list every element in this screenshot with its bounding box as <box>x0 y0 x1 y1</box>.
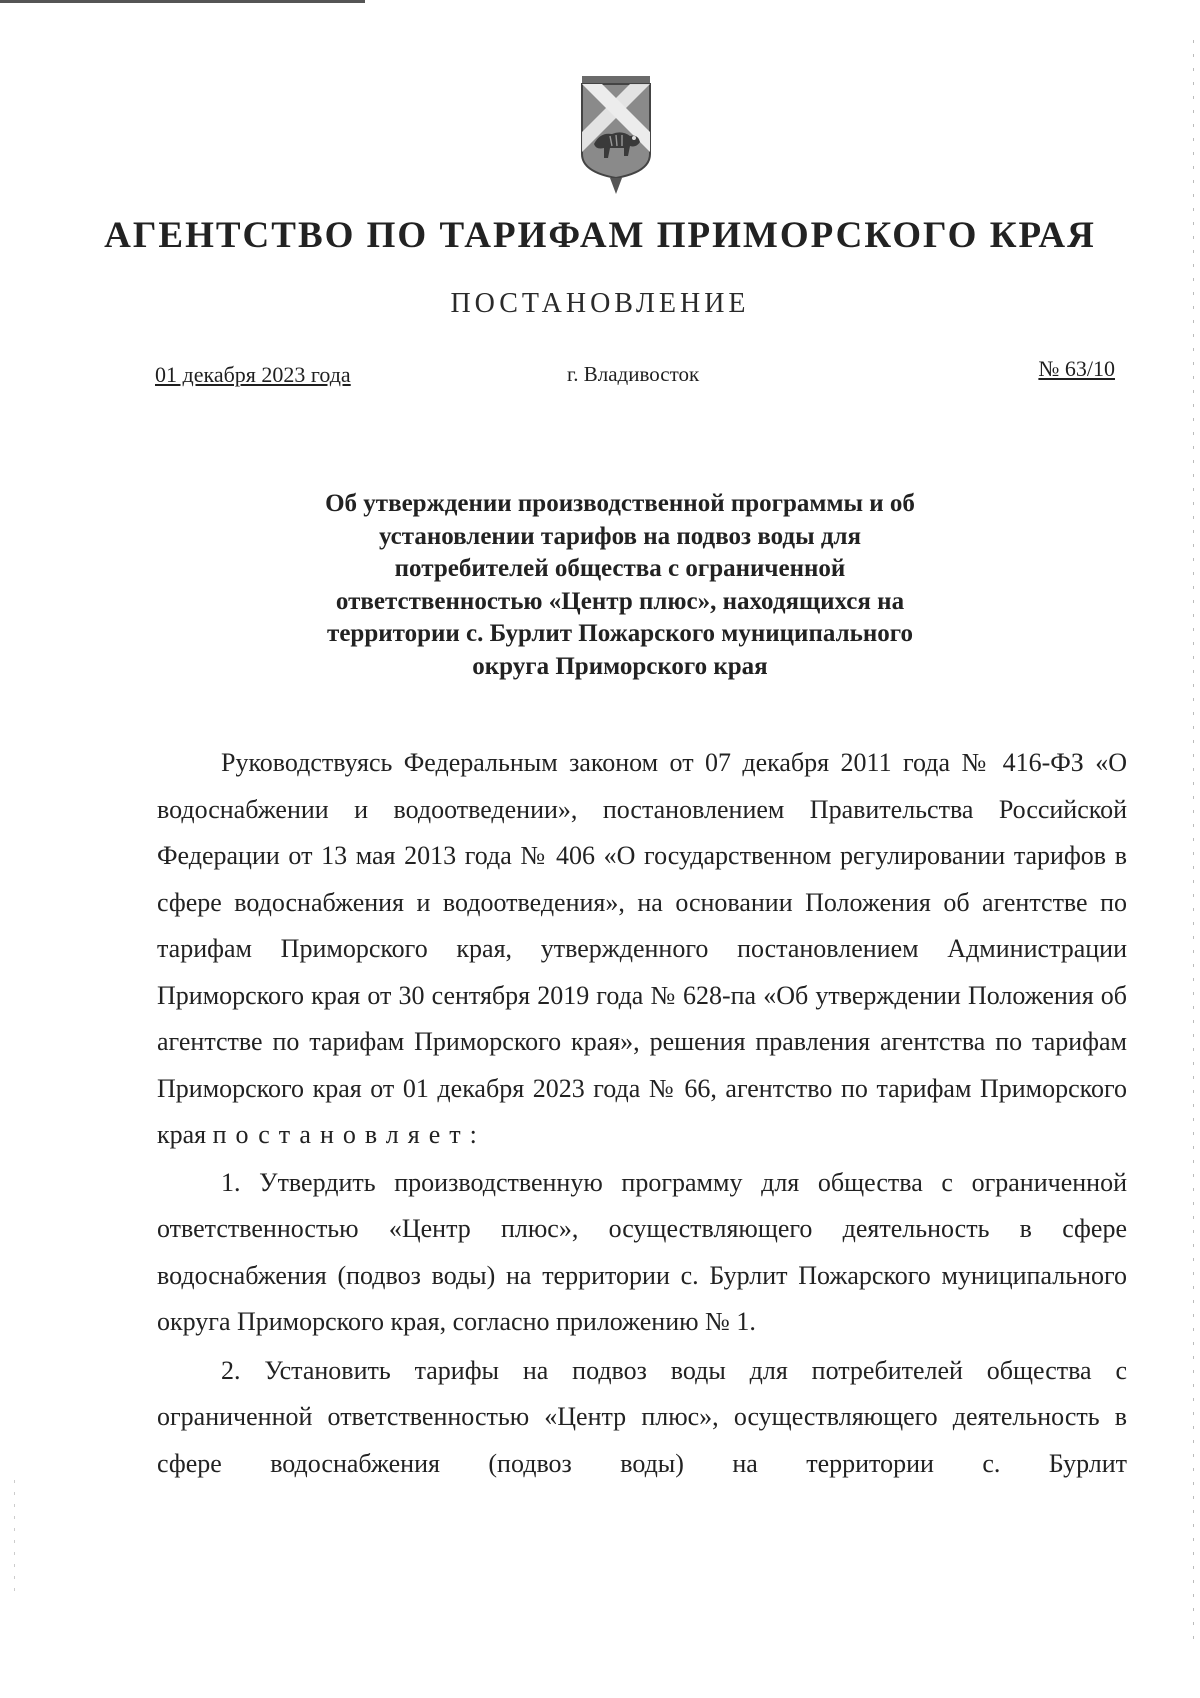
document-meta <box>155 356 1115 396</box>
document-body <box>157 740 1127 1487</box>
document-date: 01 декабря 2023 года <box>155 362 351 387</box>
document-city: г. Владивосток <box>567 362 700 386</box>
coat-of-arms-icon <box>580 74 652 196</box>
item-1-paragraph: 1. Утвердить производственную программу для общества с ограниченной ответственностью «Центр плюс», осуществляющего деятельность в сфере водоснабжения (подвоз воды) на территории с. Бурлит Пожарского муниципального округа Приморского края, согласно приложению № 1. <box>157 1167 1127 1336</box>
item-2-paragraph: 2. Установить тарифы на подвоз воды для потребителей общества с ограниченной ответственностью «Центр плюс», осуществляющего деятельность в сфере водоснабжения (подвоз воды) на территории с. Бурлит <box>157 1355 1127 1478</box>
document-subject: Об утверждении производственной программы и об установлении тарифов на подвоз воды для потребителей общества с ограниченной ответственностью «Центр плюс», находящихся на территории с. Бурлит Пожарского муниципального округа Приморского края <box>325 490 915 680</box>
document-type: ПОСТАНОВЛЕНИЕ <box>450 288 750 319</box>
document-number: № 63/10 <box>1038 356 1115 381</box>
scan-edge-left <box>14 1480 15 1600</box>
preamble-text: Руководствуясь Федеральным законом от 07 декабря 2011 года № 416-ФЗ «О водоснабжении и водоотведении», постановлением Правительства Российской Федерации от 13 мая 2013 года № 406 «О государственном регулировании тарифов в сфере водоснабжения и водоотведения», на основании Положения об агентстве по тарифам Приморского края, утвержденного постановлением Администрации Приморского края от 30 сентября 2019 года № 628-па «Об утверждении Положения об агентстве по тарифам Приморского края», решения правления агентства по тарифам Приморского края от 01 декабря 2023 года № 66, агентство по тарифам Приморского края <box>157 748 1127 1149</box>
scan-edge-right <box>1193 40 1194 1640</box>
agency-title: АГЕНТСТВО ПО ТАРИФАМ ПРИМОРСКОГО КРАЯ <box>104 215 1096 256</box>
scan-edge-top <box>0 0 365 3</box>
decree-word: постановляет: <box>212 1120 486 1149</box>
preamble-paragraph <box>157 740 1127 1159</box>
